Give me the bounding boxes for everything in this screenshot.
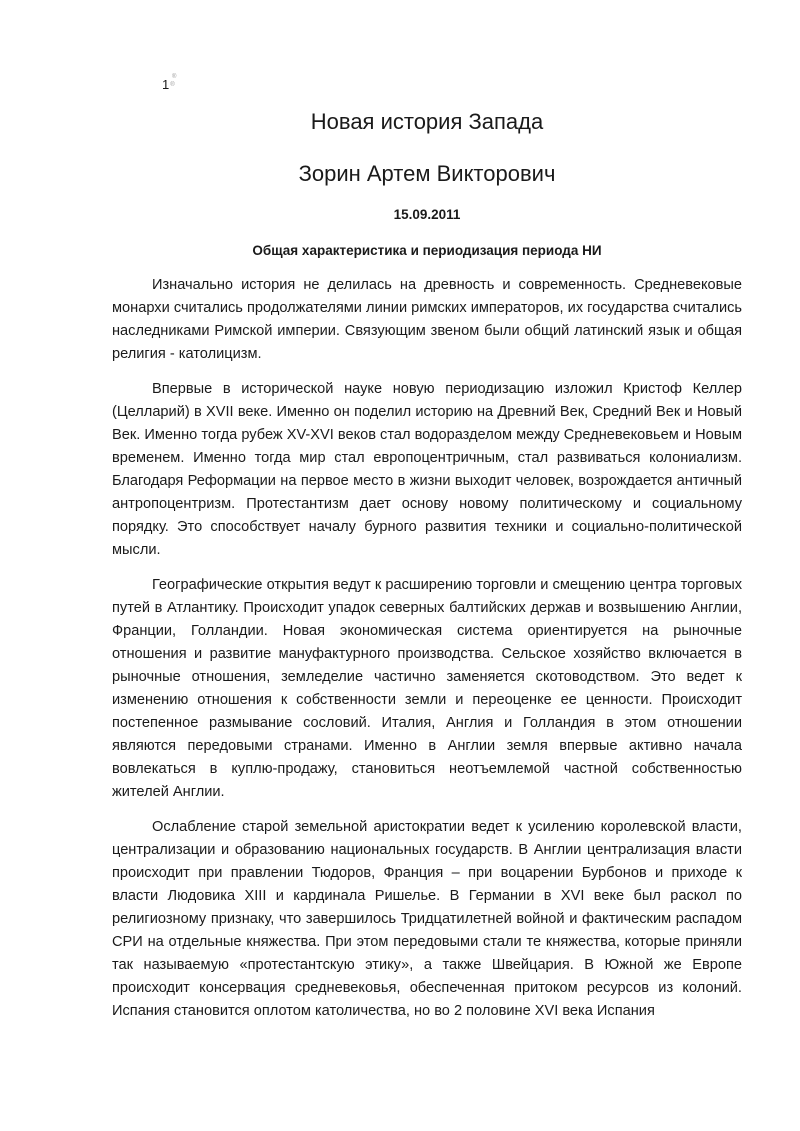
paragraph: Впервые в исторической науке новую периодизацию изложил Кристоф Келлер (Целларий) в XVII веке. Именно он поделил историю на Древний Век, Средний Век и Новый Век. Именно тогда рубеж XV-XVI веков стал водоразделом между Средневековьем и Новым временем. Именно тогда мир стал европоцентричным, стал развиваться колониализм. Благодаря Реформации на первое место в жизни выходит человек, возрождается античный антропоцентризм. Протестантизм дает основу новому политическому и социальному порядку. Это способствует началу бурного развития техники и социально-политической мысли.	[112, 381, 742, 558]
document-body	[112, 274, 742, 1035]
paragraph: Ослабление старой земельной аристократии ведет к усилению королевской власти, централизации и образованию национальных государств. В Англии централизация власти происходит при правлении Тюдоров, Франция – при воцарении Бурбонов и приходе к власти Людовика XIII и кардинала Ришелье. В Германии в XVI веке был раскол по религиозному признаку, что завершилось Тридцатилетней войной и фактическим распадом СРИ на отдельные княжества. При этом передовыми стали те княжества, которые приняли так называемую «протестантскую этику», а также Швейцария. В Южной же Европе происходит консервация средневековья, обеспеченная притоком ресурсов из колоний. Испания становится оплотом католичества, но во 2 половине XVI века Испания	[112, 819, 742, 1019]
lecture-date: 15.09.2011	[393, 207, 461, 222]
page-number-text: 1	[162, 77, 170, 92]
document-title: Новая история Запада	[310, 109, 544, 134]
section-heading: Общая характеристика и периодизация периода НИ	[252, 243, 602, 258]
paragraph: Изначально история не делилась на древность и современность. Средневековые монархи считались продолжателями линии римских императоров, их государства считались наследниками Римской империи. Связующим звеном были общий латинский язык и общая религия - католицизм.	[112, 277, 742, 362]
paragraph: Географические открытия ведут к расширению торговли и смещению центра торговых путей в Атлантику. Происходит упадок северных балтийских держав и возвышению Англии, Франции, Голландии. Новая экономическая система ориентируется на рыночные отношения и развитие мануфактурного производства. Сельское хозяйство включается в рыночные отношения, земледелие частично заменяется скотоводством. Это ведет к изменению отношения к собственности земли и переоценке ее ценности. Происходит постепенное размывание сословий. Италия, Англия и Голландия в этом отношении являются передовыми странами. Именно в Англии земля впервые активно начала вовлекаться в куплю-продажу, становиться неотъемлемой частной собственностью жителей Англии.	[112, 577, 742, 800]
author-name: Зорин Артем Викторович	[298, 161, 556, 186]
page-number	[162, 74, 177, 93]
anchor-mark-icon: ®	[172, 74, 177, 80]
paragraph-mark-icon: ®	[170, 82, 175, 88]
